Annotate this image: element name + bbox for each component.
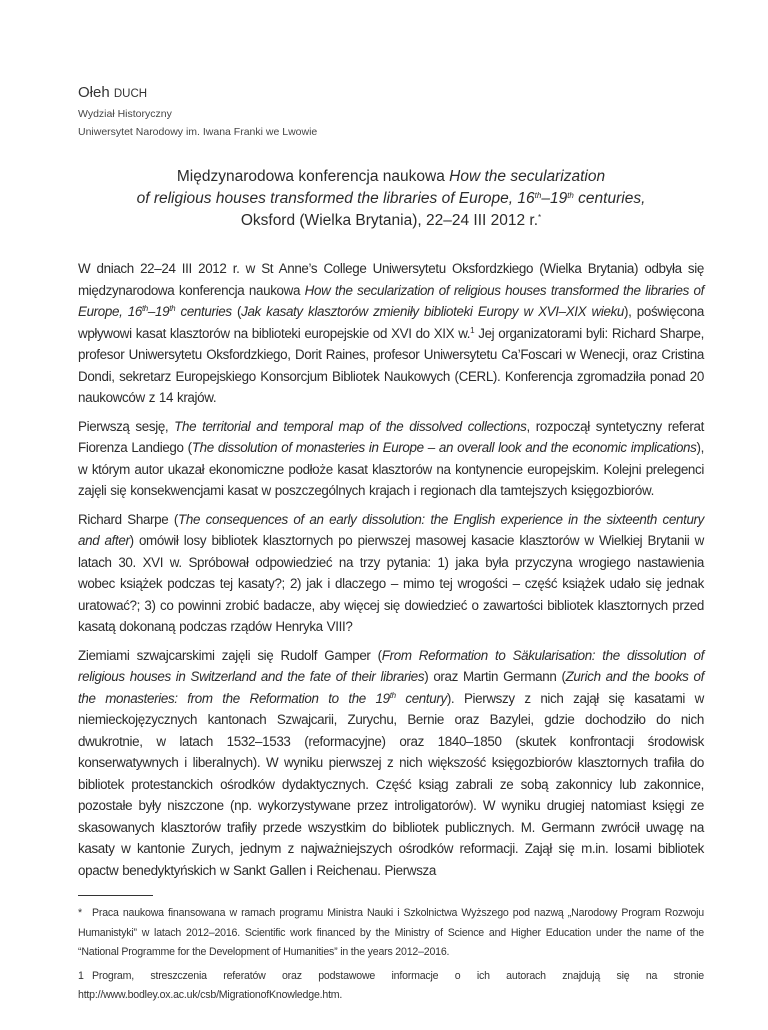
text: Jej organizatorami byli: Richard Sharpe, profesor Uniwersytetu Oksfordzkiego, Dorit Raines, profesor Uniwersytetu Ca’Foscari w Wenecji, oraz Cristina Dondi, sekretarz Europejskiego Konsorcjum Bibliotek Naukowych (CERL). Konferencja zgromadziła ponad 20 naukowców z 14 krajów. (78, 325, 704, 405)
title-text: Międzynarodowa konferencja naukowa (176, 168, 450, 185)
italic-text: How the secularization of religious houses transformed the libraries of Europe, 16 (78, 282, 704, 319)
sup: th (169, 304, 176, 313)
title-italic: of religious houses transformed the libraries of Europe, 16 (136, 190, 535, 207)
title-italic: How the secularization (449, 168, 606, 185)
footnote-ref[interactable]: * (538, 213, 542, 222)
text: Pierwszą sesję, (78, 418, 175, 434)
sup: th (141, 304, 148, 313)
affiliation-faculty: Wydział Historyczny (78, 108, 172, 120)
text: ( (231, 304, 242, 319)
footnote-divider (78, 895, 153, 896)
article-title (60, 166, 722, 232)
affiliation (78, 105, 704, 141)
footnote-text: Praca naukowa finansowana w ramach programu Ministra Nauki i Szkolnictwa Wyższego pod nazwą „Narodowy Program Rozwoju Humanistyki” w latach 2012–2016. Scientific work financed by the Ministry of Science and Higher Education under the name of the “National Programme for the Development of Humanities” in the years 2012–2016. (78, 907, 704, 958)
italic-text: centuries (175, 304, 232, 319)
author-first-name: Ołeh (78, 84, 110, 101)
footnotes (78, 904, 704, 1006)
text: ). Pierwszy z nich zajął się kasatami w niemieckojęzycznych kantonach Szwajcarii, Zurychu, Bernie oraz Bazylei, gdzie dochodziło do nich dwukrotnie, w latach 1532–1533 (reformacyjne) oraz 1840–1850 (skutek konfrontacji środowisk konserwatywnych i liberalnych). W wyniku pierwszej z nich większość księgozbiorów klasztornych trafiła do bibliotek protestanckich ośrodków dydaktycznych. Część ksiąg zabrali ze sobą zakonnicy lub zakonnice, pozostałe były niszczone (np. wykorzystywane przez introligatorów). W wyniku drugiej natomiast księgi ze skasowanych klasztorów trafiły przede wszystkim do bibliotek publicznych. M. Germann zwrócił uwagę na kasaty w kantonie Zurych, jednym z najważniejszych ośrodków reformacji. Zajął się m.in. losami bibliotek opactw benedyktyńskich w Sankt Gallen i Reichenau. Pierwsza (78, 690, 704, 878)
text: Richard Sharpe ( (78, 511, 179, 527)
text: ) omówił losy bibliotek klasztornych po pierwszej masowej kasacie klasztorów w Wielkiej Brytanii w latach 30. XVI w. Spróbował odpowiedzieć na trzy pytania: 1) jaka była przyczyna wrogiego nastawienia wobec książek podczas tej kasaty?; 2) jak i dlaczego – mimo tej wrogości – część książek udało się jednak uratować?; 3) co powinni zrobić badacze, aby więcej się dowiedzieć o zawartości bibliotek klasztornych przed kasatą dokonaną podczas rządów Henryka VIII? (78, 533, 704, 634)
article-body (78, 258, 704, 881)
italic-text: Zurich and the books of the monasteries: from the Reformation to the 19 (78, 669, 704, 706)
title-italic: –19 (541, 190, 568, 207)
italic-text: The dissolution of monasteries in Europe – an overall look and the economic implications (191, 440, 697, 455)
footnote (78, 967, 704, 1006)
footnote-mark: 1 (78, 969, 84, 982)
title-sup: th (567, 191, 574, 200)
paragraph (78, 258, 704, 409)
title-text: Oksford (Wielka Brytania), 22–24 III 2012 r. (240, 212, 539, 229)
affiliation-university: Uniwersytet Narodowy im. Iwana Franki we Lwowie (78, 126, 318, 138)
text: , rozpoczął syntetyczny referat Fiorenza Landiego ( (78, 418, 704, 455)
italic-text: Jak kasaty klasztorów zmieniły biblioteki Europy w XVI–XIX wieku (241, 304, 625, 319)
footnote-ref[interactable]: 1 (470, 325, 475, 335)
paragraph (78, 645, 704, 882)
footnote-mark: * (78, 907, 82, 919)
footnote (78, 904, 704, 963)
italic-text: The territorial and temporal map of the dissolved collections (174, 418, 527, 434)
text: ), w którym autor ukazał ekonomiczne podłoże kasat klasztorów na kontynencie europejskim. Kolejni prelegenci zajęli się konsekwencjami kasat w poszczególnych krajach i regionach dla tamtejszych księgozbiorów. (78, 440, 704, 498)
italic-text: From Reformation to Säkularisation: the dissolution of religious houses in Switzerland and the fate of their libraries (78, 647, 705, 684)
paragraph (78, 509, 704, 638)
sup: th (389, 690, 396, 700)
text: Ziemiami szwajcarskimi zajęli się Rudolf Gamper ( (78, 647, 382, 663)
text: ) oraz Martin Germann ( (424, 669, 566, 684)
italic-text: century (395, 690, 447, 706)
italic-text: –19 (147, 304, 170, 319)
author-name (78, 84, 704, 103)
title-italic: centuries, (573, 190, 646, 207)
footnote-text: Program, streszczenia referatów oraz podstawowe informacje o ich autorach znajdują się na stronie http://www.bodley.ox.ac.uk/csb/MigrationofKnowledge.htm. (78, 969, 704, 1001)
author-last-name: DUCH (113, 88, 148, 100)
paragraph (78, 416, 704, 502)
text: ), poświęcona wpływowi kasat klasztorów na biblioteki europejskie od XVI do XIX w. (78, 304, 705, 341)
italic-text: The consequences of an early dissolution: the English experience in the sixteenth century and after (78, 511, 705, 548)
text: W dniach 22–24 III 2012 r. w St Anne’s College Uniwersytetu Oksfordzkiego (Wielka Brytania) odbyła się międzynarodowa konferencja naukowa (78, 261, 704, 298)
title-sup: th (534, 191, 542, 200)
